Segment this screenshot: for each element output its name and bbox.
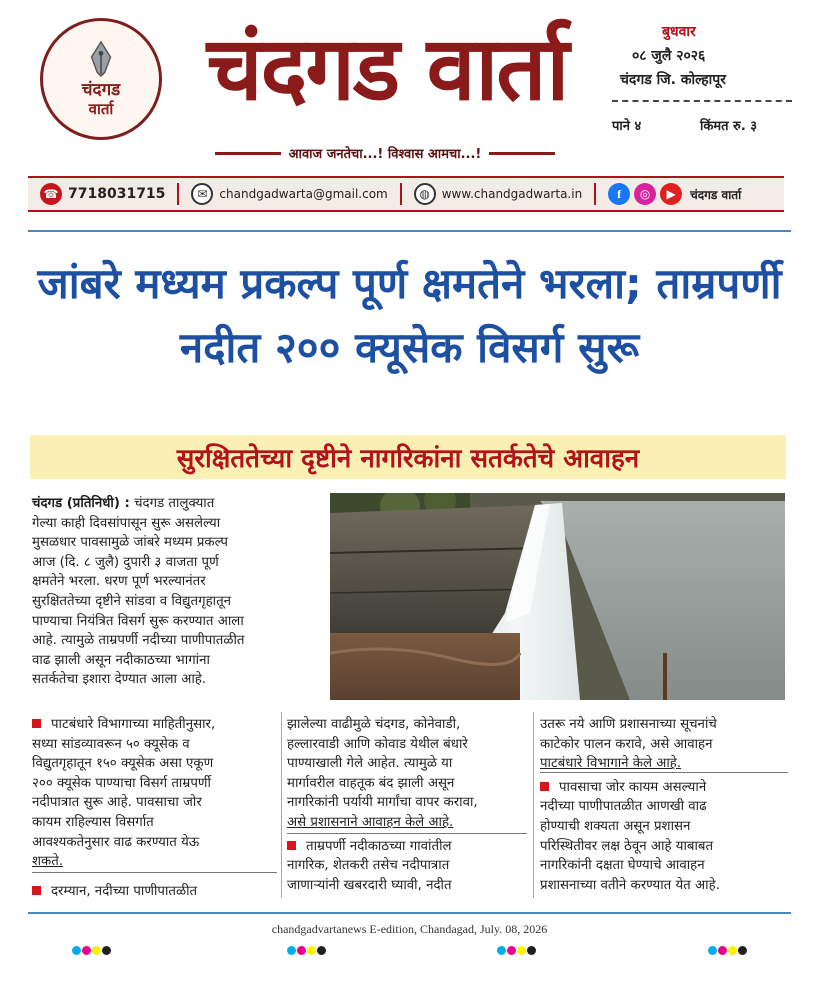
column-line: नागरिकांनी दक्षता घेण्याचे आवाहन [540, 858, 705, 874]
newspaper-logo [40, 18, 162, 140]
intro-line: मुसळधार पावसामुळे जांबरे मध्यम प्रकल्प [32, 535, 228, 551]
column-line: नागरिक, शेतकरी तसेच नदीपात्रात [287, 858, 450, 874]
social-label: चंदगड वार्ता [690, 187, 742, 202]
column-line: पाण्याखाली गेले आहेत. त्यामुळे या [287, 756, 453, 772]
globe-icon: ◍ [414, 183, 436, 205]
contact-bar [28, 176, 784, 212]
subhead-banner [30, 435, 786, 479]
column-line: नागरिकांनी पर्यायी मार्गांचा वापर करावा, [287, 795, 478, 811]
facebook-icon[interactable]: f [608, 183, 630, 205]
registration-marks [287, 946, 326, 955]
column-line: काटेकोर पालन करावे, असे आवाहन [540, 736, 713, 752]
phone-icon: ☎ [40, 183, 62, 205]
dateline: चंदगड (प्रतिनिधी) : [32, 496, 130, 511]
dam-spillway-photo [330, 493, 785, 700]
headline-line-2: नदीत २०० क्यूसेक विसर्ग सुरू [179, 323, 640, 372]
column-line: उतरू नये आणि प्रशासनाच्या सूचनांचे [540, 717, 717, 732]
contact-phone[interactable] [28, 183, 177, 205]
logo-text-top: चंदगड [81, 80, 121, 100]
intro-line: गेल्या काही दिवसांपासून सुरू असलेल्या [32, 515, 221, 531]
column-divider [540, 772, 788, 773]
tagline-rule-left [215, 152, 281, 155]
bullet-marker [32, 886, 41, 895]
column-1 [32, 715, 277, 901]
column-line: सध्या सांडव्यावरून ५० क्यूसेक व [32, 736, 190, 752]
youtube-icon[interactable]: ▶ [660, 183, 682, 205]
bullet-marker [540, 782, 549, 791]
social-links [596, 183, 753, 205]
column-separator [533, 712, 534, 898]
column-2 [287, 715, 527, 895]
intro-line: सुरक्षिततेच्या दृष्टीने सांडवा व विद्युतगृहातून [32, 593, 232, 609]
phone-number: 7718031715 [68, 186, 166, 202]
column-line: पावसाचा जोर कायम असल्याने [559, 779, 707, 795]
column-line: ताम्रपर्णी नदीकाठच्या गावांतील [306, 838, 452, 854]
tagline-rule-right [489, 152, 555, 155]
bullet-marker [32, 719, 41, 728]
article-subhead: सुरक्षिततेच्या दृष्टीने नागरिकांना सतर्कतेचे आवाहन [176, 444, 640, 474]
column-line: असे प्रशासनाने आवाहन केले आहे. [287, 814, 454, 830]
intro-paragraph [32, 494, 322, 690]
column-line: परिस्थितीवर लक्ष ठेवून आहे याबाबत [540, 838, 714, 854]
page-count: पाने ४ [612, 119, 642, 134]
dashed-divider [612, 100, 792, 102]
column-line: २०० क्यूसेक पाण्याचा विसर्ग ताम्रपर्णी [32, 775, 211, 791]
logo-text-bottom: वार्ता [88, 100, 114, 118]
newspaper-title: चंदगड वार्ता [206, 17, 568, 120]
column-line: नदीच्या पाणीपातळीत आणखी वाढ [540, 799, 707, 815]
column-line: पाटबंधारे विभागाने केले आहे. [540, 756, 682, 772]
intro-line: सतर्कतेचा इशारा देण्यात आला आहे. [32, 672, 207, 688]
column-line: दरम्यान, नदीच्या पाणीपातळीत [51, 883, 198, 899]
pen-nib-icon [82, 40, 120, 78]
intro-line: पाण्याचा नियंत्रित विसर्ग सुरू करण्यात आला [32, 613, 244, 629]
column-divider [32, 872, 277, 873]
tagline-row [215, 143, 555, 163]
column-line: प्रशासनाच्या वतीने करण्यात येत आहे. [540, 877, 720, 893]
article-headline [28, 252, 791, 380]
column-line: शकते. [32, 854, 64, 870]
column-separator [281, 712, 282, 898]
column-line: कायम राहिल्यास विसर्गात [32, 814, 154, 830]
header-rule [28, 230, 791, 232]
mail-icon: ✉ [191, 183, 213, 205]
edition-line: chandgadvartanews E-edition, Chandagad, July. 08, 2026 [271, 922, 548, 936]
column-line: झालेल्या वाढीमुळे चंदगड, कोनेवाडी, [287, 717, 461, 732]
issue-day: बुधवार [662, 24, 696, 40]
registration-marks [497, 946, 536, 955]
column-line: मार्गावरील वाहतूक बंद झाली असून [287, 775, 455, 791]
column-line: नदीपात्रात सुरू आहे. पावसाचा जोर [32, 795, 202, 811]
intro-line: आहे. त्यामुळे ताम्रपर्णी नदीच्या पाणीपातळीत [32, 633, 245, 649]
contact-website[interactable] [402, 183, 594, 205]
registration-marks [72, 946, 111, 955]
contact-email[interactable] [179, 183, 399, 205]
column-line: पाटबंधारे विभागाच्या माहितीनुसार, [51, 717, 216, 732]
intro-line: चंदगड तालुक्यात [129, 496, 215, 511]
dam-spillway-illustration [330, 493, 785, 700]
column-line: विद्युतगृहातून १५० क्यूसेक असा एकूण [32, 756, 214, 772]
column-3 [540, 715, 788, 895]
tagline: आवाज जनतेचा...! विश्वास आमचा...! [288, 147, 482, 162]
email-address: chandgadwarta@gmail.com [219, 187, 388, 201]
registration-marks [708, 946, 747, 955]
issue-date: ०८ जुलै २०२६ [632, 48, 706, 64]
footer-rule [28, 912, 791, 914]
intro-line: वाढ झाली असून नदीकाठच्या भागांना [32, 652, 210, 668]
headline-line-1: जांबरे मध्यम प्रकल्प पूर्ण क्षमतेने भरला; ताम्रपर्णी [37, 259, 782, 308]
intro-line: आज (दि. ८ जुलै) दुपारी ३ वाजता पूर्ण [32, 554, 219, 570]
website-url: www.chandgadwarta.in [441, 187, 583, 201]
column-line: हल्लारवाडी आणि कोवाड येथील बंधारे [287, 736, 468, 752]
column-line: होण्याची शक्यता असून प्रशासन [540, 818, 691, 834]
column-line: आवश्यकतेनुसार वाढ करण्यात येऊ [32, 834, 200, 850]
issue-place: चंदगड जि. कोल्हापूर [620, 72, 726, 88]
instagram-icon[interactable]: ◎ [634, 183, 656, 205]
column-divider [287, 833, 527, 834]
issue-price: किंमत रु. ३ [700, 119, 758, 134]
column-line: जाणाऱ्यांनी खबरदारी घ्यावी, नदीत [287, 877, 452, 893]
intro-line: क्षमतेने भरला. धरण पूर्ण भरल्यानंतर [32, 574, 206, 590]
bullet-marker [287, 841, 296, 850]
